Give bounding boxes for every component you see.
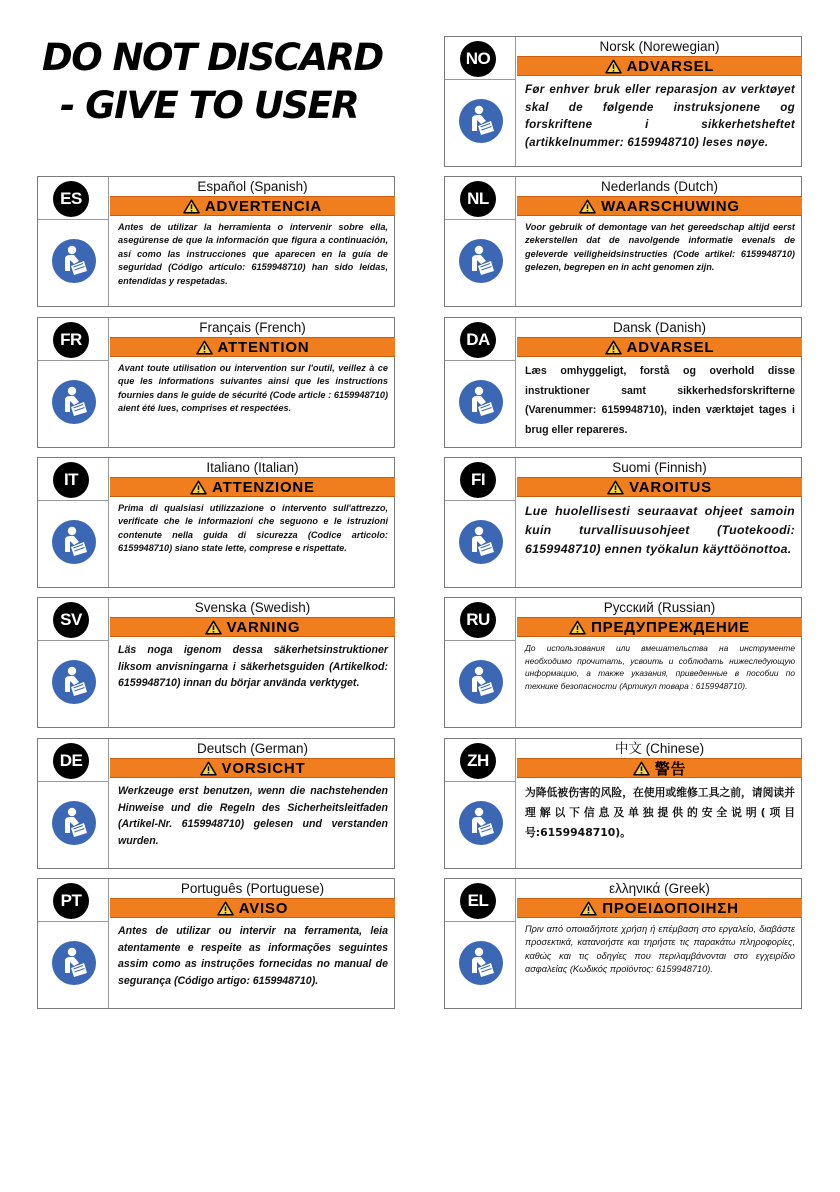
warning-word: ADVARSEL (626, 57, 715, 75)
read-manual-icon (52, 801, 96, 845)
language-name: Italiano (Italian) (206, 460, 299, 475)
warning-card-es (37, 176, 395, 307)
page-headline (42, 34, 422, 130)
warning-bar (517, 898, 802, 918)
warning-card-de (37, 738, 395, 869)
language-code-badge: SV (53, 602, 89, 638)
warning-bar (517, 758, 802, 778)
language-code-badge: FI (460, 462, 496, 498)
warning-triangle-icon (217, 901, 234, 916)
warning-word: ΠΡΟΕΙΔΟΠΟΙΗΣΗ (602, 899, 739, 917)
warning-triangle-icon (183, 199, 200, 214)
warning-body: До использования или вмешательства на инструменте необходимо прочитать, усвоить и соблюдать нижеследующую информацию, а также указания, приведенные в пособии по технике безопасности (Артикул товара : 6159948710). (525, 643, 795, 691)
warning-card-no (444, 36, 802, 167)
warning-card-zh (444, 738, 802, 869)
warning-word: ADVERTENCIA (204, 197, 323, 215)
language-code-badge: RU (460, 602, 496, 638)
warning-body: Lue huolellisesti seuraavat ohjeet samoin kuin turvallisuusohjeet (Tuotekoodi: 6159948710) ennen työkalun käyttöönottoa. (525, 504, 795, 556)
read-manual-icon (459, 660, 503, 704)
warning-word: ПРЕДУПРЕЖДЕНИЕ (591, 618, 750, 636)
language-code-badge: DE (53, 743, 89, 779)
warning-triangle-icon (196, 340, 213, 355)
warning-body: Voor gebruik of demontage van het gereedschap altijd eerst zekerstellen dat de navolgende informatie evenals de geleverde veiligheidsinstructies (Code artikel: 6159948710) gelezen, begrepen en in acht genomen zijn. (525, 222, 795, 273)
warning-triangle-icon (190, 480, 207, 495)
language-code-badge: DA (460, 322, 496, 358)
warning-word: VAROITUS (629, 478, 712, 496)
warning-word: 警告 (654, 760, 687, 778)
warning-bar (110, 758, 395, 778)
warning-card-ru (444, 597, 802, 728)
warning-bar (517, 617, 802, 637)
warning-body: Läs noga igenom dessa säkerhetsinstruktioner liksom anvisningarna i säkerhetsguiden (Artikelkod: 6159948710) innan du börjar använda verktyget. (118, 644, 388, 689)
language-name: Dansk (Danish) (612, 320, 707, 335)
warning-body: Πριν από οποιαδήποτε χρήση ή επέμβαση στο εργαλείο, διαβάστε προσεκτικά, κατανοήστε και τηρήστε τις παρακάτω πληροφορίες, καθώς και τις οδηγίες που περιλαμβάνονται στο εγχειρίδιο ασφαλείας (Κωδικός προϊόντος: 6159948710). (525, 924, 795, 975)
warning-body: Antes de utilizar ou intervir na ferramenta, leia atentamente e respeite as informações seguintes assim como as instruções fornecidas no manual de segurança (Código artigo: 6159948710). (118, 925, 388, 987)
warning-word: ATTENZIONE (212, 478, 315, 496)
warning-triangle-icon (579, 199, 596, 214)
warning-triangle-icon (205, 620, 222, 635)
warning-card-el (444, 878, 802, 1009)
warning-card-pt (37, 878, 395, 1009)
language-name: Suomi (Finnish) (612, 460, 707, 475)
language-code-badge: PT (53, 883, 89, 919)
warning-word: ATTENTION (217, 338, 310, 356)
warning-bar (110, 477, 395, 497)
language-code-badge: IT (53, 462, 89, 498)
read-manual-icon (459, 801, 503, 845)
language-name: 中文 (Chinese) (614, 741, 705, 756)
warning-word: ADVARSEL (626, 338, 715, 356)
language-name: ελληνικά (Greek) (609, 881, 710, 896)
warning-card-it (37, 457, 395, 588)
read-manual-icon (52, 380, 96, 424)
warning-body: Før enhver bruk eller reparasjon av verktøyet skal de følgende instruksjonene og forskriftene i sikkerhetsheftet (artikkelnummer: 6159948710) leses nøye. (525, 83, 795, 149)
warning-bar (517, 477, 802, 497)
language-code-badge: EL (460, 883, 496, 919)
read-manual-icon (459, 380, 503, 424)
language-code-badge: FR (53, 322, 89, 358)
warning-body: Læs omhyggeligt, forstå og overhold disse instruktioner samt sikkerhedsforskrifterne (Varenummer: 6159948710), inden værktøjet tages i brug eller repareres. (525, 365, 795, 436)
language-name: Deutsch (German) (196, 741, 309, 756)
warning-bar (110, 617, 395, 637)
warning-card-fr (37, 317, 395, 448)
warning-bar (110, 898, 395, 918)
warning-body: 为降低被伤害的风险，在使用或维修工具之前，请阅读并理解以下信息及单独提供的安全说明(项目号:6159948710)。 (525, 786, 795, 839)
warning-card-sv (37, 597, 395, 728)
language-name: Français (French) (199, 320, 306, 335)
language-name: Русский (Russian) (603, 600, 716, 615)
warning-card-da (444, 317, 802, 448)
read-manual-icon (52, 941, 96, 985)
language-code-badge: NL (460, 181, 496, 217)
warning-bar (517, 196, 802, 216)
warning-card-nl (444, 176, 802, 307)
headline-line-1: DO NOT DISCARD (42, 36, 383, 79)
warning-word: VARNING (226, 618, 301, 636)
read-manual-icon (459, 239, 503, 283)
language-code-badge: NO (460, 41, 496, 77)
language-name: Español (Spanish) (197, 179, 308, 194)
warning-triangle-icon (580, 901, 597, 916)
read-manual-icon (459, 99, 503, 143)
warning-triangle-icon (200, 761, 217, 776)
warning-bar (517, 56, 802, 76)
warning-triangle-icon (605, 340, 622, 355)
warning-word: AVISO (238, 899, 289, 917)
read-manual-icon (52, 660, 96, 704)
warning-triangle-icon (607, 480, 624, 495)
read-manual-icon (52, 520, 96, 564)
language-name: Norsk (Norewegian) (599, 39, 720, 54)
warning-word: VORSICHT (221, 759, 306, 777)
warning-body: Werkzeuge erst benutzen, wenn die nachstehenden Hinweise und die Regeln des Sicherheitsleitfaden (Artikel-Nr. 6159948710) gelesen und verstanden wurden. (118, 785, 388, 847)
read-manual-icon (459, 941, 503, 985)
language-name: Nederlands (Dutch) (600, 179, 719, 194)
warning-body: Avant toute utilisation ou intervention sur l'outil, veillez à ce que les informations suivantes ainsi que les instructions fournies dans le guide de sécurité (Code article : 6159948710) aient été lues, comprises et respectées. (118, 363, 388, 414)
headline-line-2: - GIVE TO USER (60, 84, 359, 127)
warning-bar (517, 337, 802, 357)
warning-body: Prima di qualsiasi utilizzazione o intervento sull'attrezzo, verificate che le informazioni che seguono e le istruzioni contenute nella guida di sicurezza (Codice articolo: 6159948710) siano state lette, comprese e rispettate. (118, 503, 388, 554)
warning-triangle-icon (605, 59, 622, 74)
language-name: Português (Portuguese) (180, 881, 325, 896)
warning-body: Antes de utilizar la herramienta o intervenir sobre ella, asegúrense de que la información que figura a continuación, así como las instrucciones que aparecen en la guía de seguridad (Código artículo: 6159948710) han sido leídas, entendidas y respetadas. (118, 222, 388, 286)
warning-card-fi (444, 457, 802, 588)
warning-bar (110, 337, 395, 357)
warning-bar (110, 196, 395, 216)
language-code-badge: ZH (460, 743, 496, 779)
language-name: Svenska (Swedish) (194, 600, 311, 615)
warning-triangle-icon (633, 761, 650, 776)
read-manual-icon (52, 239, 96, 283)
warning-word: WAARSCHUWING (601, 197, 740, 215)
warning-triangle-icon (569, 620, 586, 635)
language-code-badge: ES (53, 181, 89, 217)
read-manual-icon (459, 520, 503, 564)
